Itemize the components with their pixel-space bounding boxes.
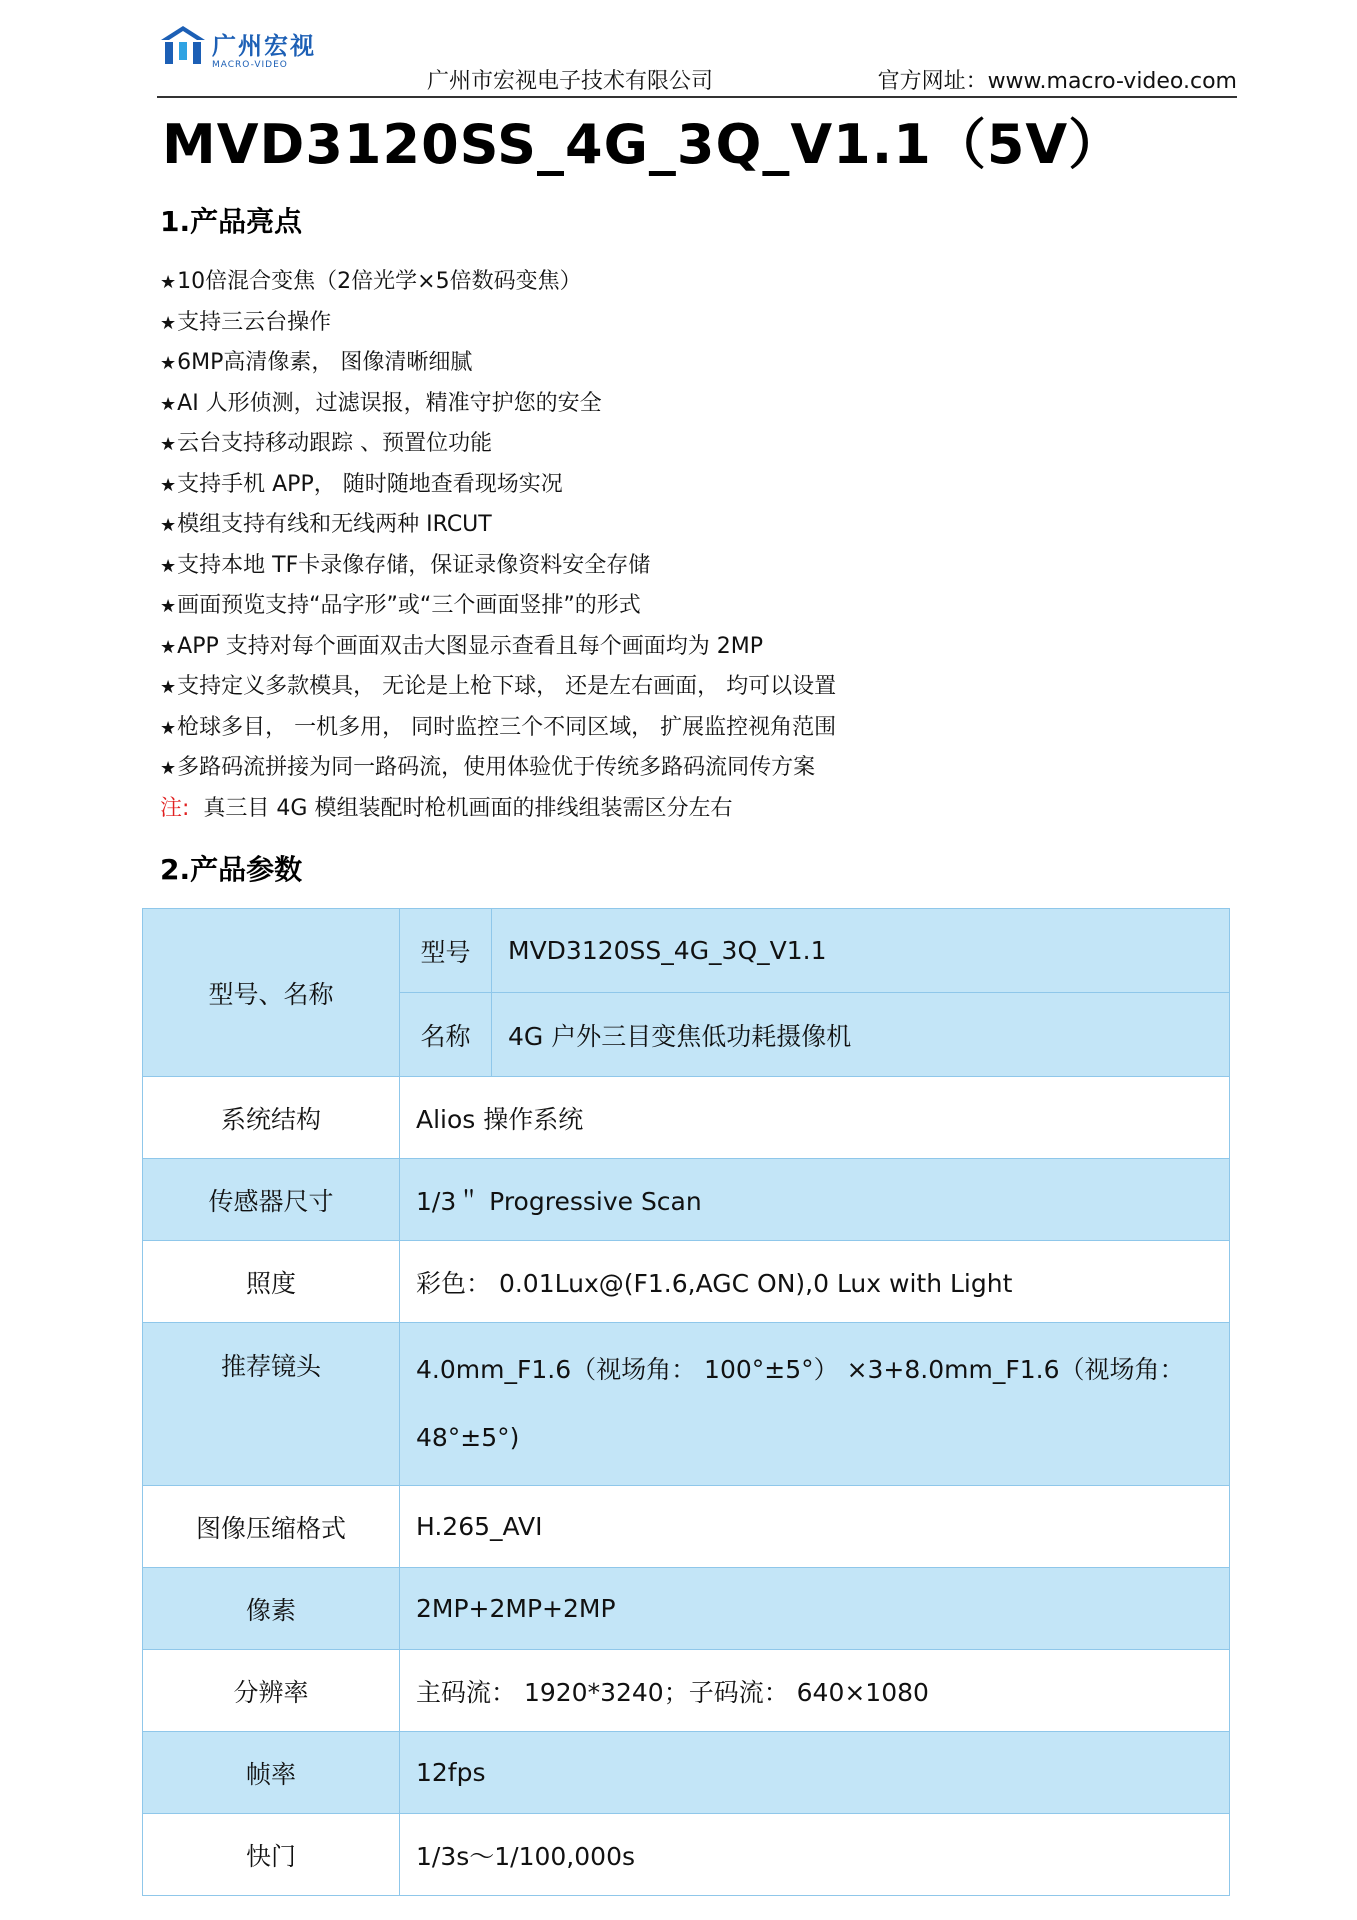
param-value: 1/3s～1/100,000s [400,1814,1230,1896]
logo-subtext: MACRO-VIDEO [212,60,288,70]
star-icon: ★ [160,555,177,577]
table-row [143,1077,1230,1159]
logo-text: 广州宏视 [212,32,316,60]
company-name: 广州市宏视电子技术有限公司 [427,69,714,94]
list-item: ★支持本地 TF卡录像存储，保证录像资料安全存储 [160,552,651,578]
list-item: ★枪球多目， 一机多用， 同时监控三个不同区域， 扩展监控视角范围 [160,714,837,740]
company-logo [157,20,332,80]
model-label: 型号 [400,909,492,993]
star-icon: ★ [160,515,177,536]
list-item: ★支持三云台操作 [160,309,332,335]
param-label: 图像压缩格式 [143,1486,400,1568]
name-label: 名称 [400,993,492,1077]
param-label: 分辨率 [143,1650,400,1732]
parameter-table [142,908,1230,1896]
star-icon: ★ [160,353,177,374]
list-item: ★支持手机 APP， 随时随地查看现场实况 [160,471,563,497]
star-icon: ★ [160,434,177,455]
table-row [143,909,1230,993]
param-label: 快门 [143,1814,400,1896]
param-label: 照度 [143,1241,400,1323]
table-row [143,1241,1230,1323]
star-icon: ★ [160,596,177,617]
product-title: MVD3120SS_4G_3Q_V1.1（5V） [162,113,1124,176]
logo-mark-icon [157,20,209,72]
param-label: 帧率 [143,1732,400,1814]
star-icon: ★ [160,636,177,658]
star-icon: ★ [160,474,177,496]
list-item: ★模组支持有线和无线两种 IRCUT [160,512,492,537]
model-group-label: 型号、名称 [143,909,400,1077]
param-value: 彩色： 0.01Lux@(F1.6,AGC ON),0 Lux with Light [400,1241,1230,1323]
table-row [143,1650,1230,1732]
star-icon: ★ [160,758,177,779]
page-header [157,14,1237,98]
table-row [143,1486,1230,1568]
note-text: 真三目 4G 模组装配时枪机画面的排线组装需区分左右 [203,795,733,821]
list-item: ★多路码流拼接为同一路码流，使用体验优于传统多路码流同传方案 [160,755,816,780]
list-item: ★AI 人形侦测，过滤误报，精准守护您的安全 [160,390,602,416]
table-row [143,1323,1230,1486]
param-value: 2MP+2MP+2MP [400,1568,1230,1650]
star-icon: ★ [160,717,177,739]
star-icon: ★ [160,312,177,334]
highlights-list [160,262,836,829]
param-value: 主码流： 1920*3240；子码流： 640×1080 [400,1650,1230,1732]
param-value: 12fps [400,1732,1230,1814]
star-icon: ★ [160,677,177,698]
note-label: 注: [160,795,190,821]
list-item: ★6MP高清像素， 图像清晰细腻 [160,350,473,375]
table-row [143,1568,1230,1650]
param-value: 1/3＂ Progressive Scan [400,1159,1230,1241]
list-item: ★10倍混合变焦（2倍光学×5倍数码变焦） [160,269,582,294]
star-icon: ★ [160,393,177,415]
param-label: 传感器尺寸 [143,1159,400,1241]
list-item: ★APP 支持对每个画面双击大图显示查看且每个画面均为 2MP [160,633,763,659]
section-heading-highlights: 1.产品亮点 [160,205,303,238]
section-heading-params: 2.产品参数 [160,853,303,886]
note-line [160,789,836,830]
param-value: H.265_AVI [400,1486,1230,1568]
param-value: Alios 操作系统 [400,1077,1230,1159]
website-address[interactable]: 官方网址：www.macro-video.com [877,69,1237,94]
list-item: ★云台支持移动跟踪 、预置位功能 [160,431,493,456]
param-label: 像素 [143,1568,400,1650]
param-label: 推荐镜头 [143,1323,400,1486]
param-value: 4.0mm_F1.6（视场角： 100°±5°） ×3+8.0mm_F1.6（视场角： 48°±5°) [400,1323,1230,1486]
table-row [143,1159,1230,1241]
table-row [143,1732,1230,1814]
param-label: 系统结构 [143,1077,400,1159]
list-item: ★画面预览支持“品字形”或“三个画面竖排”的形式 [160,593,641,618]
model-value: MVD3120SS_4G_3Q_V1.1 [492,909,1230,993]
name-value: 4G 户外三目变焦低功耗摄像机 [492,993,1230,1077]
star-icon: ★ [160,272,177,293]
list-item: ★支持定义多款模具， 无论是上枪下球， 还是左右画面， 均可以设置 [160,674,837,699]
table-row [143,1814,1230,1896]
